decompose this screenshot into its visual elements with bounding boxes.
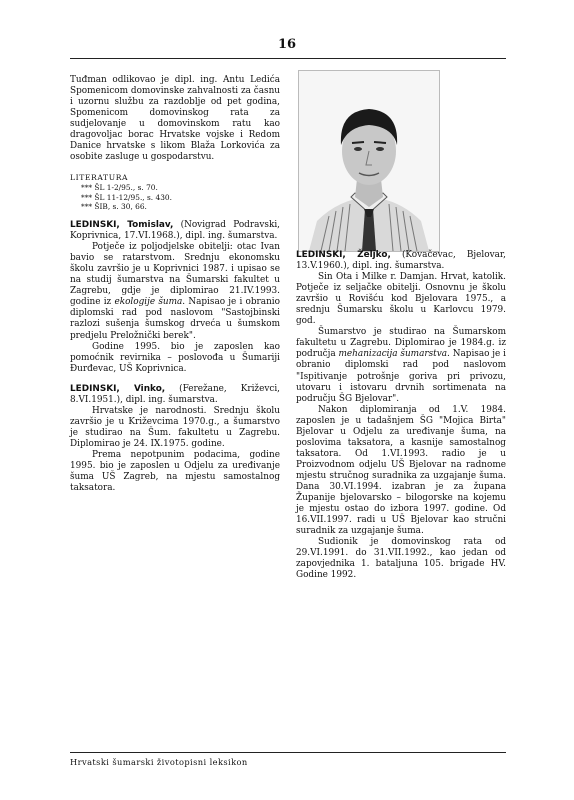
entry-zeljko-paragraph-3: Nakon diplomiranja od 1.V. 1984. zaposlen je u tadašnjem ŠG "Mojica Birta" Bjelovar u Odjelu za uređivanje šuma, na poslovima taksatora, a kasnije samostalnog taksatora. Od 1.VI.1993. radio je u Proizvodnom odjelu UŠ Bjelovar na radnome mjestu stručnog suradnika za uzgajanje šuma. Dana 30.VI.1994. izabran je za župana Županije bjelovarsko – bilogorske na kojemu je mjestu ostao do izbora 1997. godine. Od 16.VII.1997. radi u UŠ Bjelovar kao stručni suradnik za uzgajanje šuma. [296,404,506,537]
italic-term: mehanizacija šumarstva [338,349,448,360]
entry-vinko-paragraph: Hrvatske je narodnosti. Srednju školu završio je u Križevcima 1970.g., a šumarstvo je studirao na Šum. fakultetu u Zagrebu. Diplomirao je 24. IX.1975. godine. [70,405,280,449]
literatura-item: *** ŠL 1-2/95., s. 70. [81,183,158,193]
header-rule [70,58,506,59]
left-column [70,75,280,494]
portrait-photo [298,70,440,252]
literatura-heading: LITERATURA [70,173,129,183]
entry-zeljko-paragraph: Sin Ota i Milke r. Damjan. Hrvat, katolik. Potječe iz seljačke obitelji. Osnovnu je školu završio u Rovišću kod Bjelovara 1975., a srednju Šumarsku školu u Karlovcu 1979. god. [296,272,506,327]
literatura-list [70,183,280,211]
italic-term: ekologije šuma [114,297,183,308]
intro-paragraph: Tuđman odlikovao je dipl. ing. Antu Ledića Spomenicom domovinske zahvalnosti za časnu i uzornu službu za razdoblje od pet godina, Spomenicom domovinskog rata za sudjelovanje u domovinskom ratu kao dragovoljac borac Hrvatske vojske i Redom Danice hrvatske s likom Blaža Lorkovića za osobite zasluge u gospodarstvu. [70,75,280,163]
entry-tomislav-paragraph-2: Godine 1995. bio je zaposlen kao pomoćnik revirnika – poslovođa u Šumariji Đurđevac, UŠ Koprivnica. [70,341,280,374]
entry-meta: (Novigrad Podravski, Koprivnica, 17.VI.1968.), dipl. ing. šumarstva. [70,220,280,242]
entry-zeljko-paragraph-2 [296,327,506,404]
entry-tomislav-heading [70,220,280,242]
entry-name: LEDINSKI, Tomislav, [70,220,174,231]
entry-meta: (Ferežane, Križevci, 8.VI.1951.), dipl. ing. šumarstva. [70,383,280,405]
entry-meta: (Kovačevac, Bjelovar, 13.V.1960.), dipl. ing. šumarstva. [296,250,506,272]
page-number: 16 [277,37,297,52]
text-run: . Napisao je i obranio diplomski rad pod naslovom "Sastojbinski razlozi sušenja šumskog drveća u šumskom predjelu Preložnički berek". [70,297,280,341]
footer-text: Hrvatski šumarski životopisni leksikon [70,757,248,767]
text-run: Šumarstvo je studirao na Šumarskom fakultetu u Zagrebu. Diplomirao je 1984.g. iz područja [296,327,506,360]
entry-tomislav-paragraph [70,242,280,341]
entry-vinko-paragraph-2: Prema nepotpunim podacima, godine 1995. bio je zaposlen u Odjelu za uređivanje šuma UŠ Zagreb, na mjestu samostalnog taksatora. [70,449,280,494]
text-run: . Napisao je i obranio diplomski rad pod naslovom "Ispitivanje potrošnje goriva pri privozu, utovaru i istovaru drvnih sortimenata na području ŠG Bjelovar". [296,349,506,404]
right-column [296,250,506,581]
entry-name: LEDINSKI, Željko, [296,250,391,260]
literatura-item: *** ŠIB, s. 30, 66. [81,201,147,211]
entry-zeljko-paragraph-4: Sudionik je domovinskog rata od 29.VI.1991. do 31.VII.1992., kao jedan od zapovjednika 1. bataljuna 105. brigade HV. Godine 1992. [296,537,506,581]
literatura-item: *** ŠL 11-12/95., s. 430. [81,192,172,202]
footer-rule [70,752,506,753]
text-run: Potječe iz poljodjelske obitelji: otac Ivan bavio se ratarstvom. Srednju ekonomsku školu završio je u Koprivnici 1987. i upisao se na studij šumarstva na Šumarski fakultet u Zagrebu, gdje je diplomirao 21.IV.1993. godine iz [70,242,280,308]
entry-zeljko-heading [296,250,506,272]
entry-vinko-heading [70,384,280,406]
entry-name: LEDINSKI, Vinko, [70,383,166,394]
